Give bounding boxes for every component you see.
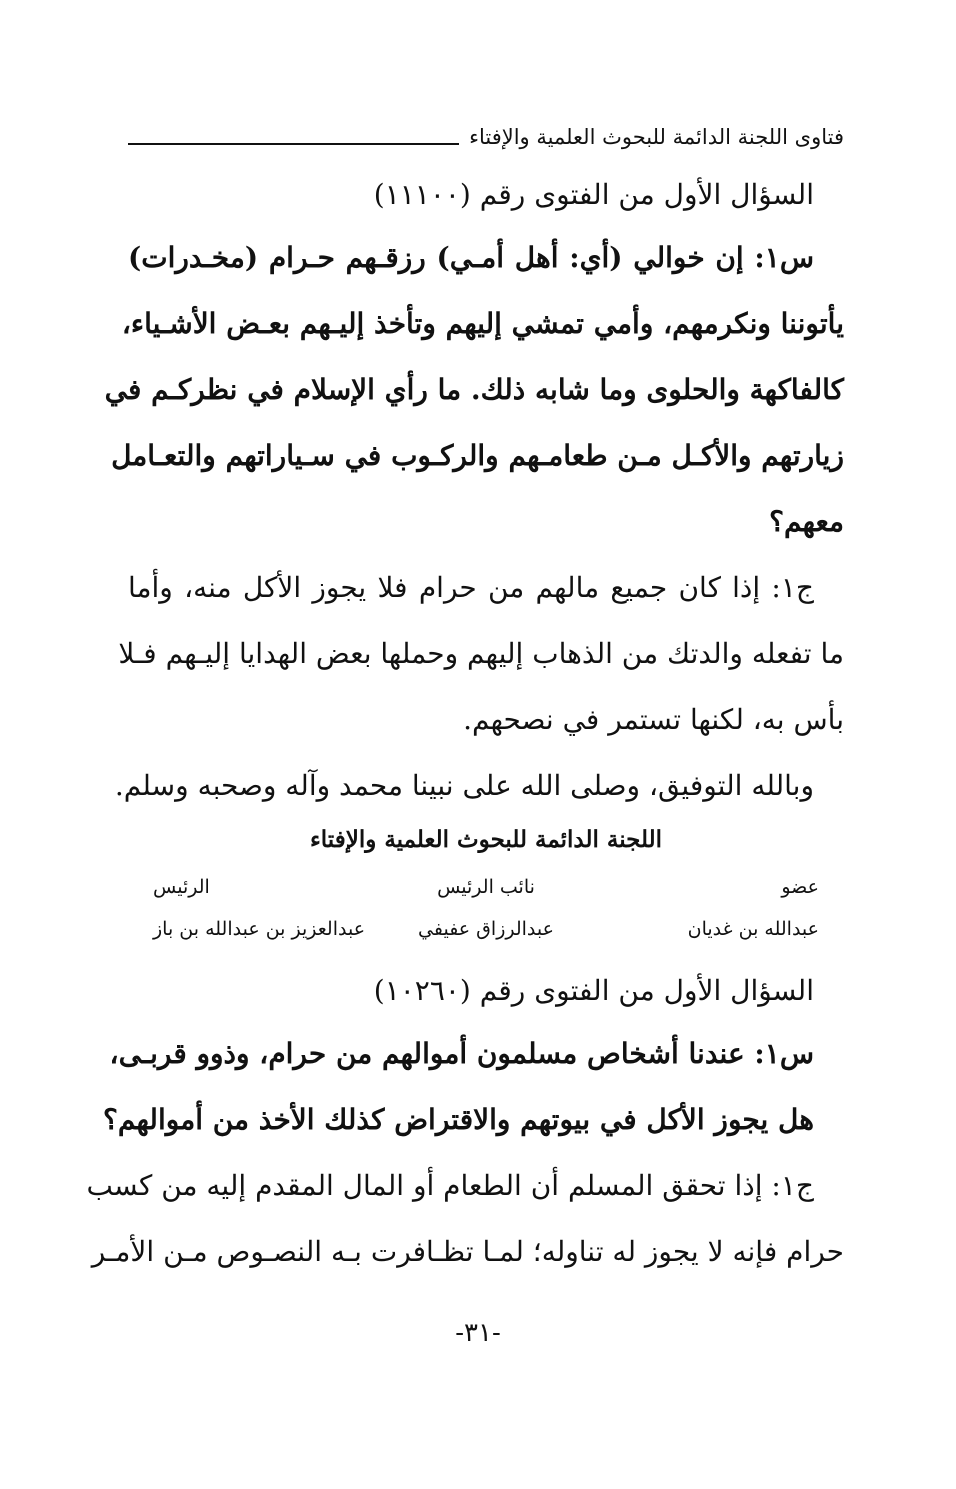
signature-name: عبدالعزيز بن عبدالله بن باز: [153, 918, 366, 940]
question-line: س١: إن خوالي (أي: أهل أمـي) رزقـهم حـرام (مخـدرات): [128, 241, 814, 274]
signature-name: عبدالله بن غديان: [687, 918, 819, 940]
running-title: فتاوى اللجنة الدائمة للبحوث العلمية والإفتاء: [469, 125, 844, 149]
fatwa-heading: السؤال الأول من الفتوى رقم (١٠٢٦٠): [373, 974, 814, 1007]
signature-role: نائب الرئيس: [437, 876, 535, 898]
closing-line: وبالله التوفيق، وصلى الله على نبينا محمد وآله وصحبه وسلم.: [114, 769, 814, 802]
signature-role: الرئيس: [153, 876, 210, 898]
header-rule: [128, 143, 459, 145]
answer-line: ج١: إذا كان جميع مالهم من حرام فلا يجوز الأكل منه، وأما: [128, 571, 814, 604]
signature-roles: [128, 876, 844, 918]
question-line: زيارتهم والأكـل مـن طعامـهم والركـوب في سـياراتهم والتعـامل: [111, 439, 844, 472]
running-header: [128, 108, 844, 148]
fatwa-heading: السؤال الأول من الفتوى رقم (١١١٠٠): [373, 178, 814, 211]
signature-role: عضو: [781, 876, 819, 898]
answer-line: بأس به، لكنها تستمر في نصحهم.: [463, 703, 844, 736]
answer-line: ما تفعله والدتك من الذهاب إليهم وحملها بعض الهدايا إليـهم فـلا: [118, 637, 844, 670]
answer-line: ج١: إذا تحقق المسلم أن الطعام أو المال المقدم إليه من كسب: [86, 1169, 814, 1202]
page-number: -٣١-: [455, 1318, 501, 1348]
question-line: كالفاكهة والحلوى وما شابه ذلك. ما رأي الإسلام في نظركـم في: [104, 373, 844, 406]
signature-names: [128, 918, 844, 974]
question-line: معهم؟: [769, 505, 844, 538]
committee-name: اللجنة الدائمة للبحوث العلمية والإفتاء: [309, 826, 663, 853]
answer-line: حرام فإنه لا يجوز له تناوله؛ لمـا تظـافرت بـه النصـوص مـن الأمـر: [91, 1235, 844, 1268]
page-body: [86, 178, 844, 1304]
signature-name: عبدالرزاق عفيفي: [418, 918, 554, 940]
question-line: س١: عندنا أشخاص مسلمون أموالهم من حرام، وذوو قربـى،: [109, 1037, 814, 1070]
question-line: هل يجوز الأكل في بيوتهم والاقتراض كذلك الأخذ من أموالهم؟: [103, 1103, 814, 1136]
question-line: يأتوننا ونكرمهم، وأمي تمشي إليهم وتأخذ إليـهم بعـض الأشـياء،: [121, 307, 844, 340]
